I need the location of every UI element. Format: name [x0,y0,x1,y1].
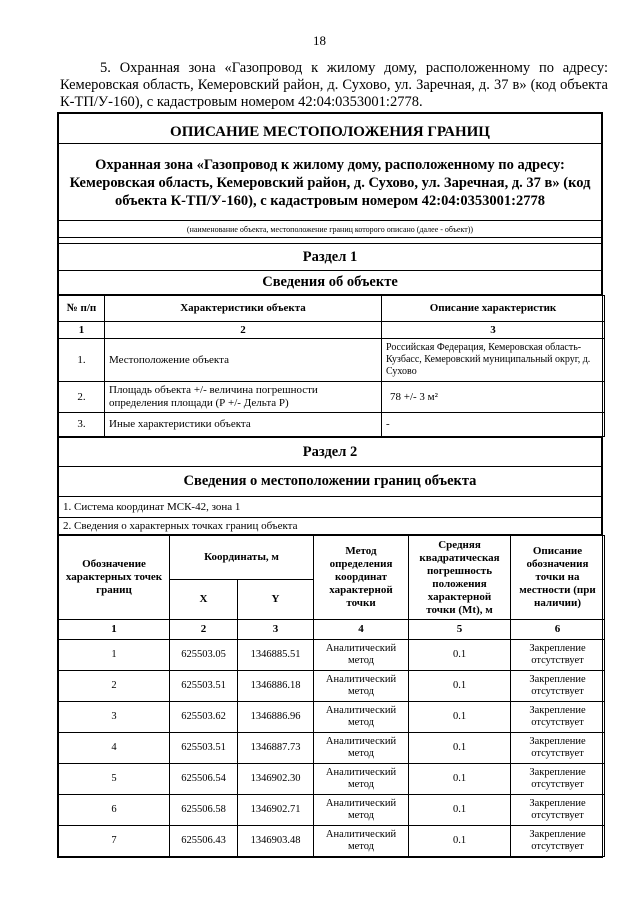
table-row [59,733,605,764]
point-method: Аналитический метод [314,795,409,826]
table-row [59,339,605,382]
table-row [59,413,605,437]
column-number: 6 [511,620,605,640]
table-row [59,795,605,826]
point-number: 3 [59,702,170,733]
point-error: 0.1 [409,671,511,702]
point-number: 1 [59,640,170,671]
point-error: 0.1 [409,764,511,795]
column-header: № п/п [59,296,105,322]
column-number: 3 [382,322,605,339]
column-number: 5 [409,620,511,640]
characteristic-name: Иные характеристики объекта [105,413,382,437]
section2-title: Раздел 2 [59,438,602,467]
column-header: Средняя квадратическая погрешность положения характерной точки (Mt), м [409,536,511,620]
column-header: Координаты, м [170,536,314,580]
point-description: Закрепление отсутствует [511,826,605,857]
column-header: Описание характеристик [382,296,605,322]
table-row [59,640,605,671]
point-x: 625506.43 [170,826,238,857]
point-number: 6 [59,795,170,826]
row-number: 3. [59,413,105,437]
column-header: Обозначение характерных точек границ [59,536,170,620]
column-number: 1 [59,620,170,640]
point-error: 0.1 [409,702,511,733]
point-error: 0.1 [409,795,511,826]
column-number: 1 [59,322,105,339]
point-description: Закрепление отсутствует [511,640,605,671]
section1-subtitle: Сведения об объекте [59,271,602,295]
column-number: 4 [314,620,409,640]
point-number: 4 [59,733,170,764]
section1-title: Раздел 1 [59,244,602,271]
table-row [59,671,605,702]
characteristic-name: Местоположение объекта [105,339,382,382]
point-y: 1346902.30 [238,764,314,795]
point-method: Аналитический метод [314,702,409,733]
point-x: 625506.58 [170,795,238,826]
characteristic-value: Российская Федерация, Кемеровская область-Кузбасс, Кемеровский муниципальный округ, д. Сухово [382,339,605,382]
point-x: 625503.51 [170,671,238,702]
column-number: 2 [105,322,382,339]
table-row [59,764,605,795]
point-number: 2 [59,671,170,702]
characteristic-name: Площадь объекта +/- величина погрешности определения площади (Р +/- Дельта Р) [105,382,382,413]
point-error: 0.1 [409,826,511,857]
table-row [59,382,605,413]
column-header: Y [238,580,314,620]
points-caption: 2. Сведения о характерных точках границ объекта [59,518,602,535]
object-name: Охранная зона «Газопровод к жилому дому, расположенному по адресу: Кемеровская область, Кемеровский район, д. Сухово, ул. Заречная, д. 37 в» (код объекта К-ТП/У-160), с кадастровым номером 42:04:0353001:2778 [59,144,602,221]
point-method: Аналитический метод [314,826,409,857]
point-y: 1346902.71 [238,795,314,826]
column-number: 3 [238,620,314,640]
point-y: 1346886.18 [238,671,314,702]
point-x: 625506.54 [170,764,238,795]
point-error: 0.1 [409,640,511,671]
row-number: 2. [59,382,105,413]
section2-header-table [58,437,602,535]
intro-paragraph: 5. Охранная зона «Газопровод к жилому дому, расположенному по адресу: Кемеровская область, Кемеровский район, д. Сухово, ул. Заречная, д. 37 в» (код объекта К-ТП/У-160), с кадастровым номером 42:04:0353001:2778. [60,60,608,110]
object-info-table [58,295,605,437]
column-header: X [170,580,238,620]
point-description: Закрепление отсутствует [511,671,605,702]
point-number: 7 [59,826,170,857]
point-method: Аналитический метод [314,640,409,671]
column-header: Описание обозначения точки на местности (при наличии) [511,536,605,620]
point-description: Закрепление отсутствует [511,764,605,795]
point-method: Аналитический метод [314,764,409,795]
point-method: Аналитический метод [314,671,409,702]
point-x: 625503.51 [170,733,238,764]
point-description: Закрепление отсутствует [511,733,605,764]
point-x: 625503.62 [170,702,238,733]
point-number: 5 [59,764,170,795]
coordinate-system: 1. Система координат МСК-42, зона 1 [59,497,602,518]
characteristic-value: 78 +/- 3 м² [382,382,605,413]
point-error: 0.1 [409,733,511,764]
row-number: 1. [59,339,105,382]
column-header: Характеристики объекта [105,296,382,322]
point-y: 1346887.73 [238,733,314,764]
boundary-description-form [57,112,603,858]
section2-subtitle: Сведения о местоположении границ объекта [59,467,602,497]
object-caption: (наименование объекта, местоположение границ которого описано (далее - объект)) [59,221,602,238]
point-method: Аналитический метод [314,733,409,764]
document-title: ОПИСАНИЕ МЕСТОПОЛОЖЕНИЯ ГРАНИЦ [59,114,602,144]
header-table [58,113,602,295]
table-row [59,826,605,857]
boundary-points-table [58,535,605,857]
page-number: 18 [313,33,326,48]
column-header: Метод определения координат характерной точки [314,536,409,620]
point-y: 1346903.48 [238,826,314,857]
point-y: 1346886.96 [238,702,314,733]
point-description: Закрепление отсутствует [511,795,605,826]
table-row [59,702,605,733]
point-x: 625503.05 [170,640,238,671]
column-number: 2 [170,620,238,640]
point-y: 1346885.51 [238,640,314,671]
characteristic-value: - [382,413,605,437]
point-description: Закрепление отсутствует [511,702,605,733]
